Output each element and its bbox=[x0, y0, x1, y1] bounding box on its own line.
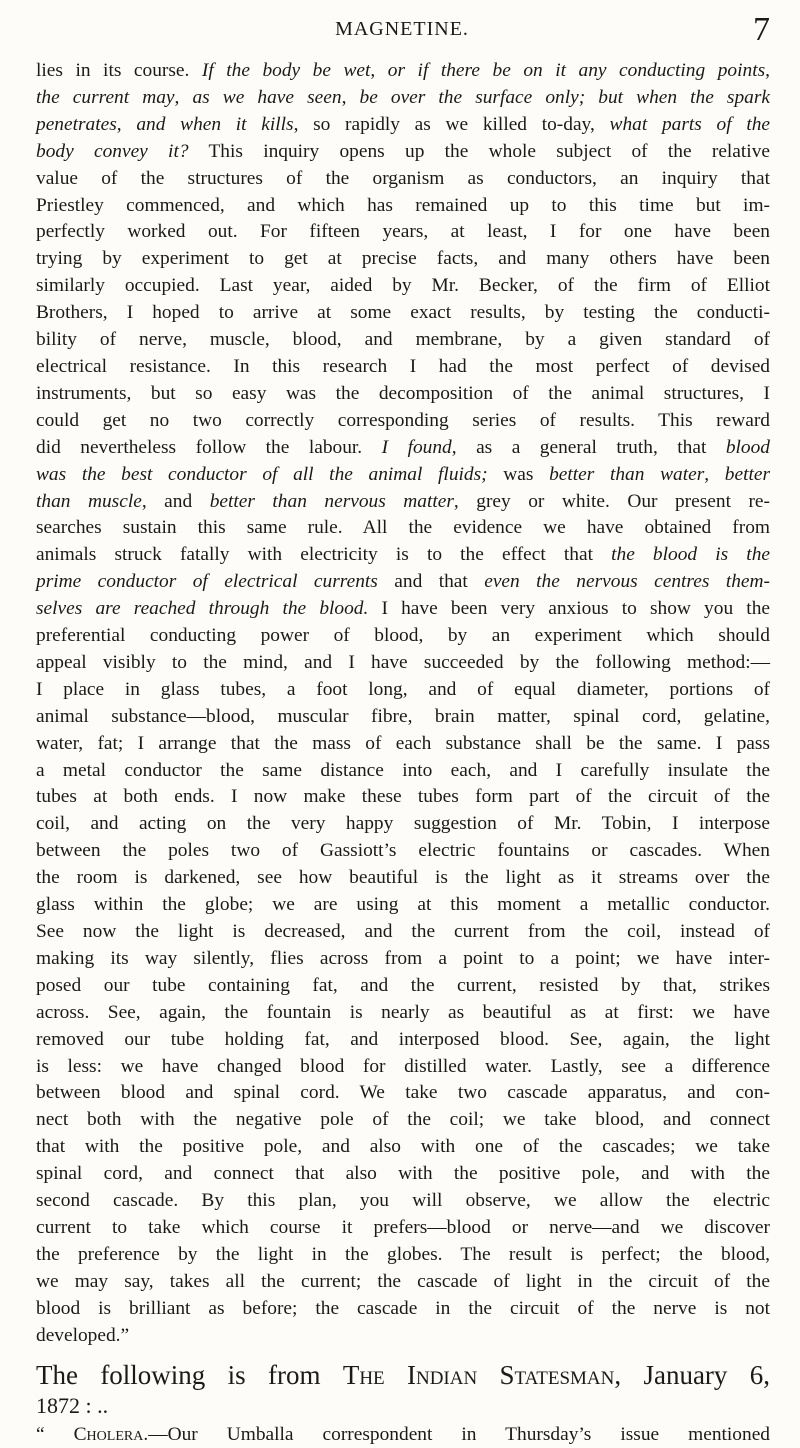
text-run: and that bbox=[378, 571, 484, 592]
text-line bbox=[36, 865, 770, 892]
body-text bbox=[36, 58, 770, 1448]
italic-run: penetrates bbox=[36, 114, 117, 135]
text-run: posed our tube containing fat, and the current, resisted by that, strikes bbox=[36, 975, 770, 996]
text-line bbox=[36, 112, 770, 139]
text-line bbox=[36, 1269, 770, 1296]
newspaper-name: The Indian Statesman bbox=[343, 1360, 615, 1390]
text-run: spinal cord, and connect that also with the positive pole, and with the bbox=[36, 1163, 770, 1184]
page-number: 7 bbox=[753, 10, 770, 50]
text-run: the room is darkened, see how beautiful is the light as it streams over the bbox=[36, 867, 770, 888]
text-line bbox=[36, 1054, 770, 1081]
text-run: coil, and acting on the very happy suggestion of Mr. Tobin, I interpose bbox=[36, 813, 770, 834]
text-run: perfectly worked out. For fifteen years, at least, I for one have been bbox=[36, 221, 770, 242]
text-run: See now the light is decreased, and the current from the coil, instead of bbox=[36, 921, 770, 942]
text-run: nect both with the negative pole of the coil; we take blood, and connect bbox=[36, 1109, 770, 1130]
text-line bbox=[36, 1296, 770, 1323]
text-line bbox=[36, 677, 770, 704]
text-line bbox=[36, 1161, 770, 1188]
text-run: appeal visibly to the mind, and I have succeeded by the following method:— bbox=[36, 652, 770, 673]
text-line bbox=[36, 327, 770, 354]
running-title: MAGNETINE. bbox=[34, 18, 770, 41]
italic-run: as we have seen bbox=[192, 87, 341, 108]
quote-line bbox=[36, 1422, 770, 1448]
text-run: Brothers, I hoped to arrive at some exact results, by testing the conducti- bbox=[36, 302, 770, 323]
italic-run: be over the surface only; but when the spark bbox=[360, 87, 771, 108]
text-run: , so rapidly as we killed to-day, bbox=[294, 114, 610, 135]
text-line bbox=[36, 246, 770, 273]
source-intro-line bbox=[36, 1358, 770, 1392]
text-line bbox=[36, 758, 770, 785]
italic-run: better than nervous matter bbox=[210, 491, 454, 512]
text-line bbox=[36, 381, 770, 408]
text-run: making its way silently, flies across from a point to a point; we have inter- bbox=[36, 948, 770, 969]
text-run: , bbox=[175, 87, 193, 108]
text-run: we may say, takes all the current; the cascade of light in the circuit of the bbox=[36, 1271, 770, 1292]
italic-run: better bbox=[725, 464, 770, 485]
text-run: developed.” bbox=[36, 1325, 129, 1346]
text-run: , as a general truth, that bbox=[452, 437, 726, 458]
text-line bbox=[36, 462, 770, 489]
text-run: the preference by the light in the globes. The result is perfect; the blood, bbox=[36, 1244, 770, 1265]
text-run: between the poles two of Gassiott’s electric fountains or cascades. When bbox=[36, 840, 770, 861]
text-line bbox=[36, 139, 770, 166]
text-run: searches sustain this same rule. All the evidence we have obtained from bbox=[36, 517, 770, 538]
text-run: , bbox=[117, 114, 137, 135]
text-line bbox=[36, 946, 770, 973]
text-run: tubes at both ends. I now make these tubes form part of the circuit of the bbox=[36, 786, 770, 807]
italic-run: the current may bbox=[36, 87, 175, 108]
source-intro-suffix: , January 6, bbox=[614, 1360, 770, 1390]
text-line bbox=[36, 1323, 770, 1350]
text-line bbox=[36, 58, 770, 85]
italic-run: better than water bbox=[549, 464, 704, 485]
text-run: electrical resistance. In this research I had the most perfect of devised bbox=[36, 356, 770, 377]
text-run: , bbox=[765, 60, 770, 81]
text-line bbox=[36, 489, 770, 516]
text-run: could get no two correctly corresponding series of results. This reward bbox=[36, 410, 770, 431]
italic-run: prime conductor of electrical currents bbox=[36, 571, 378, 592]
text-run: lies in its course. bbox=[36, 60, 202, 81]
italic-run: I found bbox=[382, 437, 452, 458]
text-line bbox=[36, 435, 770, 462]
text-line bbox=[36, 1000, 770, 1027]
text-run: , grey or white. Our present re- bbox=[454, 491, 770, 512]
text-line bbox=[36, 596, 770, 623]
text-run: removed our tube holding fat, and interposed blood. See, again, the light bbox=[36, 1029, 770, 1050]
text-run: This inquiry opens up the whole subject of the relative bbox=[189, 141, 770, 162]
text-line bbox=[36, 973, 770, 1000]
italic-run: even the nervous centres them- bbox=[484, 571, 770, 592]
paragraph bbox=[36, 58, 770, 1350]
italic-run: If the body be wet bbox=[202, 60, 371, 81]
text-run: between blood and spinal cord. We take two cascade apparatus, and con- bbox=[36, 1082, 770, 1103]
source-intro-prefix: The following is from bbox=[36, 1360, 343, 1390]
text-line bbox=[36, 1107, 770, 1134]
text-run: Priestley commenced, and which has remained up to this time but im- bbox=[36, 195, 770, 216]
italic-run: what parts of the bbox=[610, 114, 770, 135]
quote-heading: “ Cholera. bbox=[36, 1424, 148, 1445]
text-run: water, fat; I arrange that the mass of each substance shall be the same. I pass bbox=[36, 733, 770, 754]
text-line bbox=[36, 838, 770, 865]
text-run: animals struck fatally with electricity is to the effect that bbox=[36, 544, 611, 565]
source-date-line: 1872 : .. bbox=[36, 1392, 770, 1420]
text-run: is less: we have changed blood for distilled water. Lastly, see a difference bbox=[36, 1056, 770, 1077]
text-run: , and bbox=[142, 491, 210, 512]
text-run: glass within the globe; we are using at this moment a metallic conductor. bbox=[36, 894, 770, 915]
text-line bbox=[36, 300, 770, 327]
text-line bbox=[36, 704, 770, 731]
text-run: across. See, again, the fountain is nearly as beautiful as at first: we have bbox=[36, 1002, 770, 1023]
text-line bbox=[36, 650, 770, 677]
text-line bbox=[36, 1242, 770, 1269]
text-run: I place in glass tubes, a foot long, and of equal diameter, portions of bbox=[36, 679, 770, 700]
text-line bbox=[36, 1215, 770, 1242]
running-head bbox=[34, 10, 770, 50]
italic-run: was the best conductor of all the animal fluids; bbox=[36, 464, 488, 485]
text-run: similarly occupied. Last year, aided by Mr. Becker, of the firm of Elliot bbox=[36, 275, 770, 296]
text-line bbox=[36, 408, 770, 435]
text-run: second cascade. By this plan, you will observe, we allow the electric bbox=[36, 1190, 770, 1211]
text-line bbox=[36, 193, 770, 220]
text-run: current to take which course it prefers—blood or nerve—and we discover bbox=[36, 1217, 770, 1238]
text-line bbox=[36, 1027, 770, 1054]
text-line bbox=[36, 784, 770, 811]
text-run: blood is brilliant as before; the cascade in the circuit of the nerve is not bbox=[36, 1298, 770, 1319]
italic-run: than muscle bbox=[36, 491, 142, 512]
italic-run: the blood is the bbox=[611, 544, 770, 565]
text-run: was bbox=[488, 464, 549, 485]
italic-run: blood bbox=[726, 437, 770, 458]
text-line bbox=[36, 515, 770, 542]
text-run: a metal conductor the same distance into each, and I carefully insulate the bbox=[36, 760, 770, 781]
text-line bbox=[36, 542, 770, 569]
text-run: that with the positive pole, and also with one of the cascades; we take bbox=[36, 1136, 770, 1157]
text-line bbox=[36, 811, 770, 838]
text-line bbox=[36, 1080, 770, 1107]
text-line bbox=[36, 354, 770, 381]
text-run: , bbox=[342, 87, 360, 108]
text-line bbox=[36, 1188, 770, 1215]
text-line bbox=[36, 731, 770, 758]
text-line bbox=[36, 569, 770, 596]
text-run: animal substance—blood, muscular fibre, brain matter, spinal cord, gelatine, bbox=[36, 706, 770, 727]
text-line bbox=[36, 273, 770, 300]
italic-run: body convey it? bbox=[36, 141, 189, 162]
text-run: I have been very anxious to show you the bbox=[368, 598, 770, 619]
text-run: value of the structures of the organism as conductors, an inquiry that bbox=[36, 168, 770, 189]
text-run: did nevertheless follow the labour. bbox=[36, 437, 382, 458]
text-line bbox=[36, 1134, 770, 1161]
text-run: , bbox=[704, 464, 725, 485]
italic-run: or if there be on it any conducting points bbox=[388, 60, 765, 81]
text-line bbox=[36, 85, 770, 112]
text-run: instruments, but so easy was the decomposition of the animal structures, I bbox=[36, 383, 770, 404]
quote-text: —Our Umballa correspondent in Thursday’s issue mentioned bbox=[148, 1424, 770, 1445]
text-line bbox=[36, 166, 770, 193]
text-run: preferential conducting power of blood, by an experiment which should bbox=[36, 625, 770, 646]
text-run: trying by experiment to get at precise facts, and many others have been bbox=[36, 248, 770, 269]
text-line bbox=[36, 623, 770, 650]
text-line bbox=[36, 919, 770, 946]
text-run: , bbox=[370, 60, 387, 81]
text-line bbox=[36, 219, 770, 246]
italic-run: selves are reached through the blood. bbox=[36, 598, 368, 619]
italic-run: and when it kills bbox=[136, 114, 293, 135]
text-run: bility of nerve, muscle, blood, and membrane, by a given standard of bbox=[36, 329, 770, 350]
text-line bbox=[36, 892, 770, 919]
